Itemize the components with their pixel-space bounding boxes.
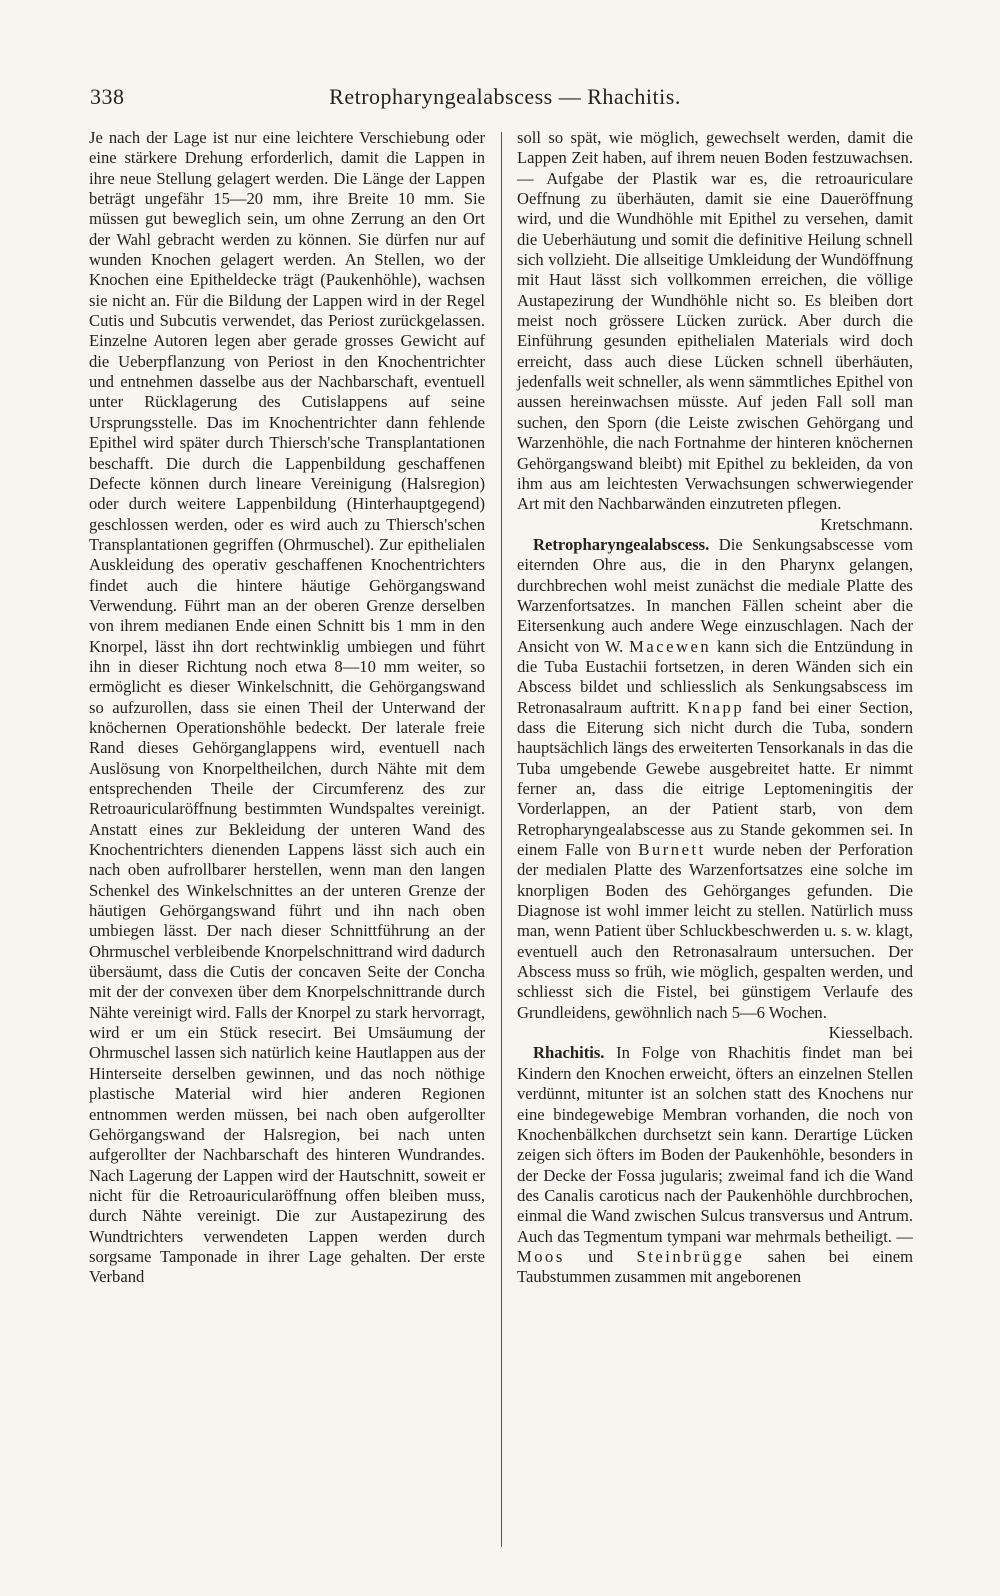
entry-text: und — [564, 1246, 637, 1266]
author-name-moos: Moos — [517, 1246, 565, 1266]
entry-rhachitis — [517, 1043, 913, 1287]
entry-text: wurde neben der Perforation der medialen Platte des Warzenfortsatzes eine solche im knorpligen Boden des Gehörganges gefunden. Die Diagnose ist wohl immer leicht zu stellen. Natürlich muss man, wenn Patient über Schluckbeschwerden u. s. w. klagt, eventuell auch den Retronasalraum untersuchen. Der Abscess muss so früh, wie möglich, gespalten werden, und schliesst sich die Fistel, bei günstigem Verlaufe des Grundleidens, gewöhnlich nach 5—6 Wochen. — [517, 840, 913, 1022]
right-column — [517, 128, 913, 1288]
author-signature-kretschmann: Kretschmann. — [820, 514, 913, 534]
running-title: Retropharyngealabscess — Rhachitis. — [329, 84, 681, 109]
author-name-burnett: Burnett — [638, 840, 706, 860]
author-name-knapp: Knapp — [687, 697, 745, 717]
left-column — [89, 128, 485, 1288]
entry-heading-rhachitis: Rhachitis. — [533, 1043, 605, 1063]
entry-retropharyngealabscess — [517, 535, 913, 1023]
author-name-macewen: Macewen — [629, 636, 712, 656]
right-paragraph-continuation: soll so spät, wie möglich, gewechselt werden, damit die Lappen Zeit haben, auf ihrem neuen Boden festzuwachsen. — Aufgabe der Plastik war es, die retroauriculare Oeffnung zu überhäuten, damit sie eine Daueröffnung wird, und die Wundhöhle mit Epithel zu versehen, damit die Ueberhäutung und somit die definitive Heilung schnell sich vollzieht. Die allseitige Umkleidung der Wundöffnung mit Haut lässt sich vollkommen erreichen, die völlige Austapezirung der Wundhöhle nicht so. Es bleiben dort meist noch grössere Lücken zurück. Aber durch die Einführung gesunden epithelialen Materials wird doch erreicht, dass auch diese Lücken schnell überhäuten, jedenfalls weit schneller, als wenn sämmtliches Epithel von aussen hereinwachsen müsste. Auf jeden Fall soll man suchen, den Sporn (die Leiste zwischen Gehörgang und Warzenhöhle, die nach Fortnahme der hinteren knöchernen Gehörgangswand bleibt) mit Epithel zu bekleiden, da von ihm aus am leichtesten Verwachsungen schwerwiegender Art mit den Nachbarwänden einzutreten pflegen. — [517, 128, 913, 514]
entry-text: kann sich die Entzündung in die Tuba Eustachii fortsetzen, in deren Wänden sich ein Abscess bildet und schliesslich als Senkungsabscess im Retronasalraum auftritt. — [517, 636, 913, 717]
entry-text: sahen bei einem Taubstummen zusammen mit angeborenen — [517, 1246, 913, 1287]
page-number: 338 — [90, 84, 125, 109]
entry-text: fand bei einer Section, dass die Eiterung sich nicht durch die Tuba, sondern hauptsächlich längs des erweiterten Tensorkanals in das die Tuba umgebende Gewebe ausgebreitet hatte. Er nimmt ferner an, dass die eitrige Leptomeningitis der Vorderlappen, an der Patient starb, von dem Retropharyngealabscesse aus zu Stande gekommen sei. In einem Falle von — [517, 697, 913, 860]
entry-heading-retropharyngealabscess: Retropharyngealabscess. — [533, 534, 710, 554]
column-divider — [501, 132, 502, 1547]
author-signature-kiesselbach: Kiesselbach. — [828, 1023, 913, 1043]
author-name-steinbruegge: Steinbrügge — [636, 1246, 745, 1266]
left-paragraph: Je nach der Lage ist nur eine leichtere Verschiebung oder eine stärkere Drehung erforderlich, damit die Lappen in ihre neue Stellung gelagert werden. Die Länge der Lappen beträgt ungefähr 15—20 mm, ihre Breite 10 mm. Sie müssen gut beweglich sein, um ohne Zerrung an den Ort der Wahl gebracht werden zu können. Sie dürfen nur auf wunden Knochen gelagert werden. An Stellen, wo der Knochen eine Epitheldecke trägt (Paukenhöhle), wachsen sie nicht an. Für die Bildung der Lappen wird in der Regel Cutis und Subcutis verwendet, das Periost zurückgelassen. Einzelne Autoren legen aber gerade grosses Gewicht auf die Ueberpflanzung von Periost in den Knochentrichter und entnehmen dasselbe aus der Nachbarschaft, eventuell unter Rücklagerung des Cutislappens auf seine Ursprungsstelle. Das im Knochentrichter dann fehlende Epithel wird später durch Thiersch'sche Transplantationen beschafft. Die durch die Lappenbildung geschaffenen Defecte können durch lineare Vereinigung (Halsregion) oder durch weitere Lappenbildung (Hinterhauptgegend) geschlossen werden, oder es wird auch zu Thiersch'schen Transplantationen gegriffen (Ohrmuschel). Zur epithelialen Auskleidung des operativ geschaffenen Knochentrichters findet auch die hintere häutige Gehörgangswand Verwendung. Führt man an der oberen Grenze derselben von ihrem medianen Ende einen Schnitt bis 1 mm in den Knorpel, lässt ihn dort rechtwinklig umbiegen und führt ihn in dieser Richtung noch etwa 8—10 mm weiter, so ermöglicht es dieser Winkelschnitt, die Gehörgangswand so aufzurollen, dass sie einen Theil der Unterwand der knöchernen Operationshöhle bedeckt. Der laterale freie Rand dieses Gehörganglappens wird, eventuell nach Auslösung von Knorpeltheilchen, durch Nähte mit dem entsprechenden Theile der Circumferenz des zur Retroauricularöffnung bestimmten Wundspaltes vereinigt. Anstatt eines zur Bekleidung der unteren Wand des Knochentrichters dienenden Lappens lässt sich auch ein nach oben aufrollbarer herstellen, wenn man den langen Schenkel des Winkelschnittes an der unteren Grenze der häutigen Gehörgangswand führt und ihn nach oben umbiegen lässt. Der nach dieser Schnittführung an der Ohrmuschel verbleibende Knorpelschnittrand wird dadurch übersäumt, dass die Cutis der concaven Seite der Concha mit der der convexen über dem Knorpelschnittrande durch Nähte vereinigt wird. Falls der Knorpel zu stark hervorragt, wird er um ein Stück resecirt. Bei Umsäumung der Ohrmuschel lassen sich natürlich keine Hautlappen aus der Hinterseite derselben gewinnen, und das noch nöthige plastische Material wird hier anderen Regionen entnommen werden müssen, bei nach oben aufgerollter Gehörgangswand der Halsregion, bei nach unten aufgerollter der Nachbarschaft des hinteren Wundrandes. Nach Lagerung der Lappen wird der Hautschnitt, soweit er nicht für die Retroauricularöffnung offen bleiben muss, durch Nähte vereinigt. Die zur Austapezirung des Wundtrichters verwendeten Lappen werden durch sorgsame Tamponade in ihrer Lage gehalten. Der erste Verband — [89, 128, 485, 1287]
entry-text: Die Senkungsabscesse vom eiternden Ohre aus, die in den Pharynx gelangen, durchbrechen wohl meist zunächst die mediale Platte des Warzenfortsatzes. In manchen Fällen scheint aber die Eitersenkung auch andere Wege einzuschlagen. Nach der Ansicht von W. — [517, 534, 913, 656]
page-header — [90, 84, 920, 118]
entry-text: In Folge von Rhachitis findet man bei Kindern den Knochen erweicht, öfters an einzelnen Stellen verdünnt, mitunter ist an solchen statt des Knochens nur eine bindegewebige Membran vorhanden, die noch von Knochenbälkchen durchsetzt sein kann. Derartige Lücken zeigen sich öfters im Boden der Paukenhöhle, besonders in der Decke der Fossa jugularis; zweimal fand ich die Wand des Canalis caroticus nach der Paukenhöhle durchbrochen, einmal die Wand zwischen Sulcus transversus und Antrum. Auch das Tegmentum tympani war mehrmals betheiligt. — — [517, 1043, 913, 1246]
